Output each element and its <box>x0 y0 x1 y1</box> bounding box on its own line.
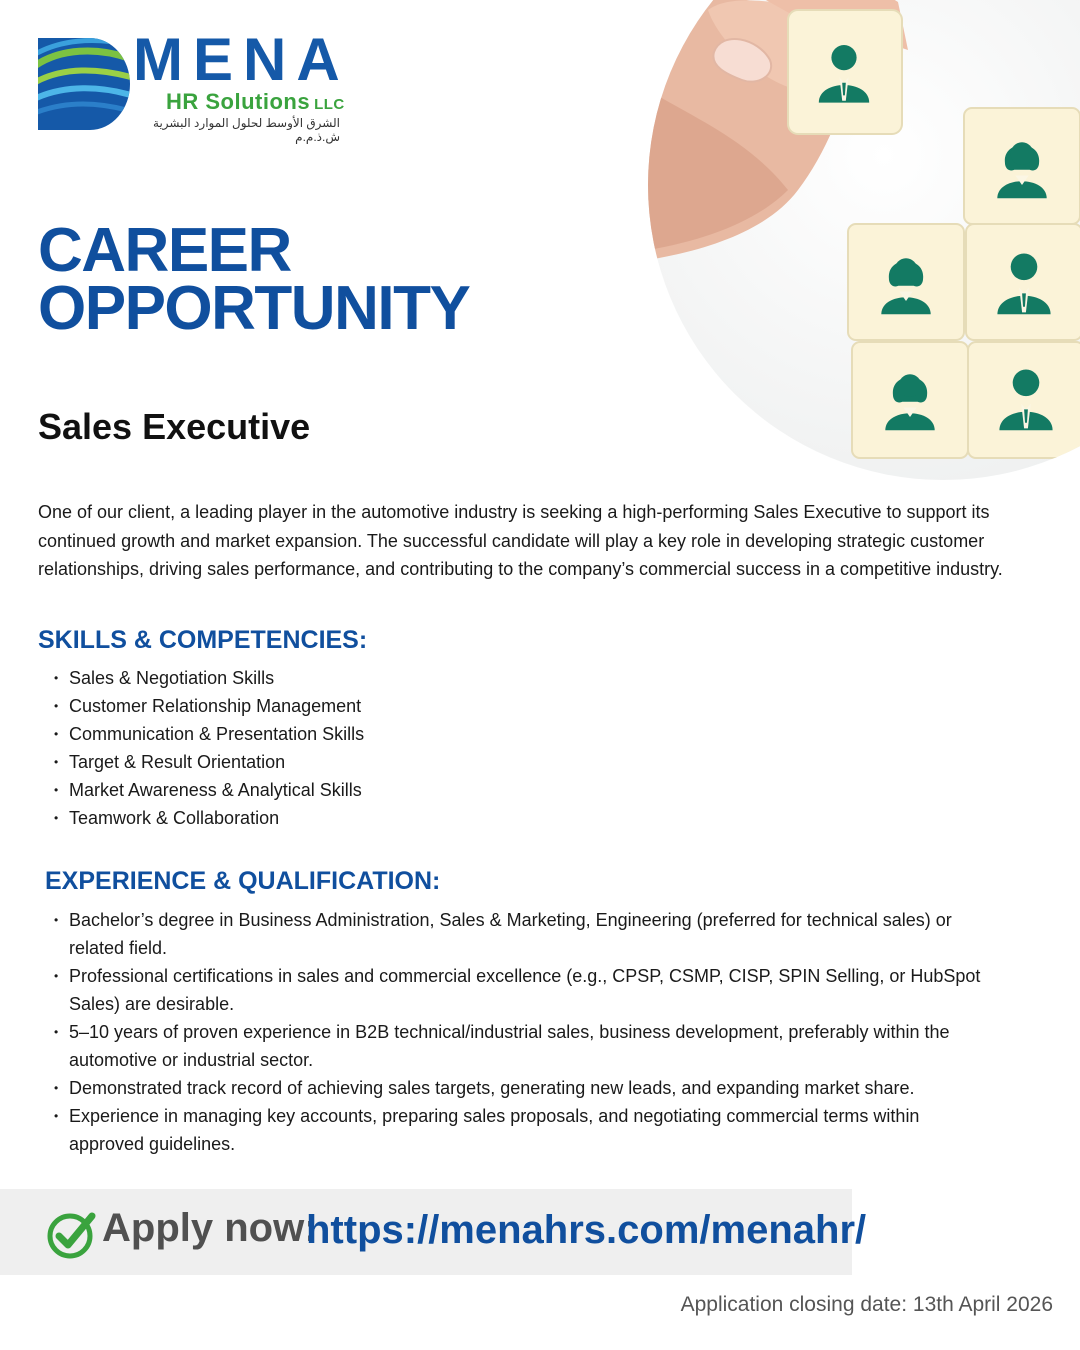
bullet-icon: • <box>54 969 59 983</box>
experience-text: Experience in managing key accounts, preparing sales proposals, and negotiating commercial terms within approved guidelines. <box>69 1106 920 1154</box>
experience-text: Professional certifications in sales and commercial excellence (e.g., CPSP, CSMP, CISP, SPIN Selling, or HubSpot Sales) are desirable. <box>69 966 981 1014</box>
experience-list-item <box>38 962 998 1018</box>
skill-text: Sales & Negotiation Skills <box>69 668 275 688</box>
skills-list-item <box>38 776 638 804</box>
bullet-icon: • <box>54 727 59 741</box>
experience-text: Bachelor’s degree in Business Administration, Sales & Marketing, Engineering (preferred for technical sales) or related field. <box>69 910 952 958</box>
bullet-icon: • <box>54 783 59 797</box>
skills-list-item <box>38 692 638 720</box>
headline-line-1: CAREER <box>38 216 291 285</box>
bullet-icon: • <box>54 671 59 685</box>
check-circle-icon <box>46 1208 98 1260</box>
experience-list <box>38 906 998 1158</box>
skill-text: Communication & Presentation Skills <box>69 724 365 744</box>
logo-subtitle <box>166 90 345 117</box>
globe-logo-icon <box>38 38 130 130</box>
job-description: One of our client, a leading player in the automotive industry is seeking a high-performing Sales Executive to support its continued growth and market expansion. The successful candidate will play a key role in developing strategic customer relationships, driving sales performance, and contributing to the company’s commercial success in a competitive industry. <box>38 502 1003 579</box>
experience-heading: EXPERIENCE & QUALIFICATION: <box>45 867 441 895</box>
skills-list-item <box>38 664 638 692</box>
apply-now-label: Apply now: <box>102 1206 318 1250</box>
experience-text: 5–10 years of proven experience in B2B technical/industrial sales, business development, preferably within the automotive or industrial sector. <box>69 1022 950 1070</box>
job-title: Sales Executive <box>38 406 311 447</box>
logo-suffix: LLC <box>314 96 345 113</box>
experience-list-item <box>38 1018 998 1074</box>
company-logo <box>38 26 350 144</box>
hero-image <box>648 0 1080 480</box>
skill-text: Market Awareness & Analytical Skills <box>69 780 362 800</box>
skill-text: Teamwork & Collaboration <box>69 808 280 828</box>
logo-wordmark: MENA <box>133 26 350 93</box>
logo-subtitle-text: HR Solutions <box>166 89 311 114</box>
skill-text: Target & Result Orientation <box>69 752 286 772</box>
experience-list-item <box>38 1074 998 1102</box>
skills-list <box>38 664 638 832</box>
experience-list-item <box>38 906 998 962</box>
skills-list-item <box>38 748 638 776</box>
experience-list-item <box>38 1102 998 1158</box>
skills-list-item <box>38 804 638 832</box>
page-headline <box>38 216 470 343</box>
headline-line-2: OPPORTUNITY <box>38 274 470 343</box>
bullet-icon: • <box>54 1081 59 1095</box>
bullet-icon: • <box>54 699 59 713</box>
hand-placing-blocks-illustration <box>648 0 1080 480</box>
bullet-icon: • <box>54 913 59 927</box>
closing-date: Application closing date: 13th April 2026 <box>680 1293 1053 1316</box>
skills-list-item <box>38 720 638 748</box>
apply-link[interactable]: https://menahrs.com/menahr/ <box>306 1208 867 1252</box>
bullet-icon: • <box>54 1025 59 1039</box>
skills-heading: SKILLS & COMPETENCIES: <box>38 626 368 654</box>
bullet-icon: • <box>54 811 59 825</box>
skill-text: Customer Relationship Management <box>69 696 362 716</box>
bullet-icon: • <box>54 755 59 769</box>
experience-text: Demonstrated track record of achieving sales targets, generating new leads, and expanding market share. <box>69 1078 915 1098</box>
bullet-icon: • <box>54 1109 59 1123</box>
logo-arabic-name: الشرق الأوسط لحلول الموارد البشرية ش.ذ.م.م <box>153 116 340 144</box>
